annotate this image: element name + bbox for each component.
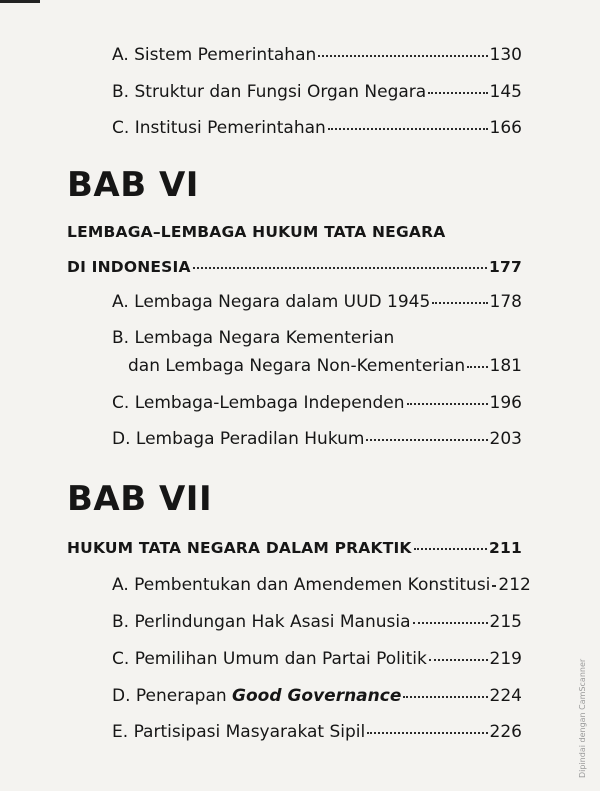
toc-entry[interactable] xyxy=(128,356,522,376)
toc-entry[interactable] xyxy=(112,649,522,669)
entry-title-emphasis: Good Governance xyxy=(232,686,402,706)
toc-entry-first-line[interactable] xyxy=(112,328,394,348)
entry-title-prefix: Penerapan xyxy=(135,686,227,706)
dot-leader xyxy=(428,90,487,94)
entry-title: Lembaga-Lembaga Independen xyxy=(134,393,405,413)
toc-entry[interactable] xyxy=(112,722,522,742)
chapter-title-entry[interactable] xyxy=(67,539,522,557)
entry-letter: C. xyxy=(112,649,130,669)
entry-page-number: 219 xyxy=(489,649,522,669)
chapter-heading: BAB VI xyxy=(67,165,199,205)
entry-title: Perlindungan Hak Asasi Manusia xyxy=(134,612,411,632)
entry-letter: B. xyxy=(112,328,130,348)
dot-leader xyxy=(407,401,488,405)
entry-page-number: 212 xyxy=(498,575,531,595)
dot-leader xyxy=(492,583,496,587)
toc-entry[interactable] xyxy=(112,118,522,138)
chapter-heading: BAB VII xyxy=(67,479,213,519)
toc-entry[interactable] xyxy=(112,82,522,102)
dot-leader xyxy=(432,300,487,304)
entry-page-number: 203 xyxy=(489,429,522,449)
dot-leader xyxy=(429,657,488,661)
toc-entry[interactable] xyxy=(112,292,522,312)
chapter-title-line1: LEMBAGA–LEMBAGA HUKUM TATA NEGARA xyxy=(67,223,446,241)
entry-page-number: 226 xyxy=(489,722,522,742)
entry-title: Lembaga Negara dalam UUD 1945 xyxy=(134,292,431,312)
entry-page-number: 130 xyxy=(489,45,522,65)
dot-leader xyxy=(467,364,487,368)
entry-title: Pemilihan Umum dan Partai Politik xyxy=(134,649,427,669)
entry-page-number: 224 xyxy=(489,686,522,706)
chapter-title: HUKUM TATA NEGARA DALAM PRAKTIK xyxy=(67,539,412,557)
entry-letter: A. xyxy=(112,575,129,595)
entry-letter: E. xyxy=(112,722,129,742)
dot-leader xyxy=(413,620,488,624)
dot-leader xyxy=(193,265,487,269)
entry-title: Institusi Pemerintahan xyxy=(134,118,326,138)
chapter-page-number: 211 xyxy=(489,539,522,557)
scanner-watermark: Dipindai dengan CamScanner xyxy=(578,658,587,778)
entry-page-number: 145 xyxy=(489,82,522,102)
entry-letter: D. xyxy=(112,686,131,706)
page-edge-mark xyxy=(0,0,40,3)
entry-letter: D. xyxy=(112,429,131,449)
entry-letter: C. xyxy=(112,393,130,413)
entry-title: Lembaga Negara Kementerian xyxy=(134,328,395,348)
toc-entry[interactable] xyxy=(112,686,522,706)
toc-entry[interactable] xyxy=(112,612,522,632)
entry-page-number: 215 xyxy=(489,612,522,632)
entry-page-number: 181 xyxy=(489,356,522,376)
toc-entry[interactable] xyxy=(112,45,522,65)
entry-page-number: 178 xyxy=(489,292,522,312)
entry-page-number: 196 xyxy=(489,393,522,413)
dot-leader xyxy=(367,730,487,734)
entry-title: Struktur dan Fungsi Organ Negara xyxy=(134,82,427,102)
entry-letter: A. xyxy=(112,292,129,312)
entry-letter: B. xyxy=(112,82,130,102)
toc-entry[interactable] xyxy=(112,429,522,449)
chapter-title-entry[interactable] xyxy=(67,258,522,276)
entry-title-continued: dan Lembaga Negara Non-Kementerian xyxy=(128,356,466,376)
entry-letter: C. xyxy=(112,118,130,138)
entry-letter: B. xyxy=(112,612,130,632)
toc-entry[interactable] xyxy=(112,393,522,413)
dot-leader xyxy=(414,546,487,550)
dot-leader xyxy=(318,53,487,57)
entry-title: Lembaga Peradilan Hukum xyxy=(135,429,365,449)
toc-entry[interactable] xyxy=(112,575,531,595)
entry-letter: A. xyxy=(112,45,129,65)
chapter-title-line2: DI INDONESIA xyxy=(67,258,191,276)
dot-leader xyxy=(328,126,488,130)
dot-leader xyxy=(366,437,487,441)
entry-page-number: 166 xyxy=(489,118,522,138)
dot-leader xyxy=(403,694,487,698)
chapter-page-number: 177 xyxy=(489,258,522,276)
entry-title: Sistem Pemerintahan xyxy=(134,45,317,65)
entry-title: Partisipasi Masyarakat Sipil xyxy=(133,722,366,742)
entry-title: Pembentukan dan Amendemen Konstitusi xyxy=(134,575,491,595)
